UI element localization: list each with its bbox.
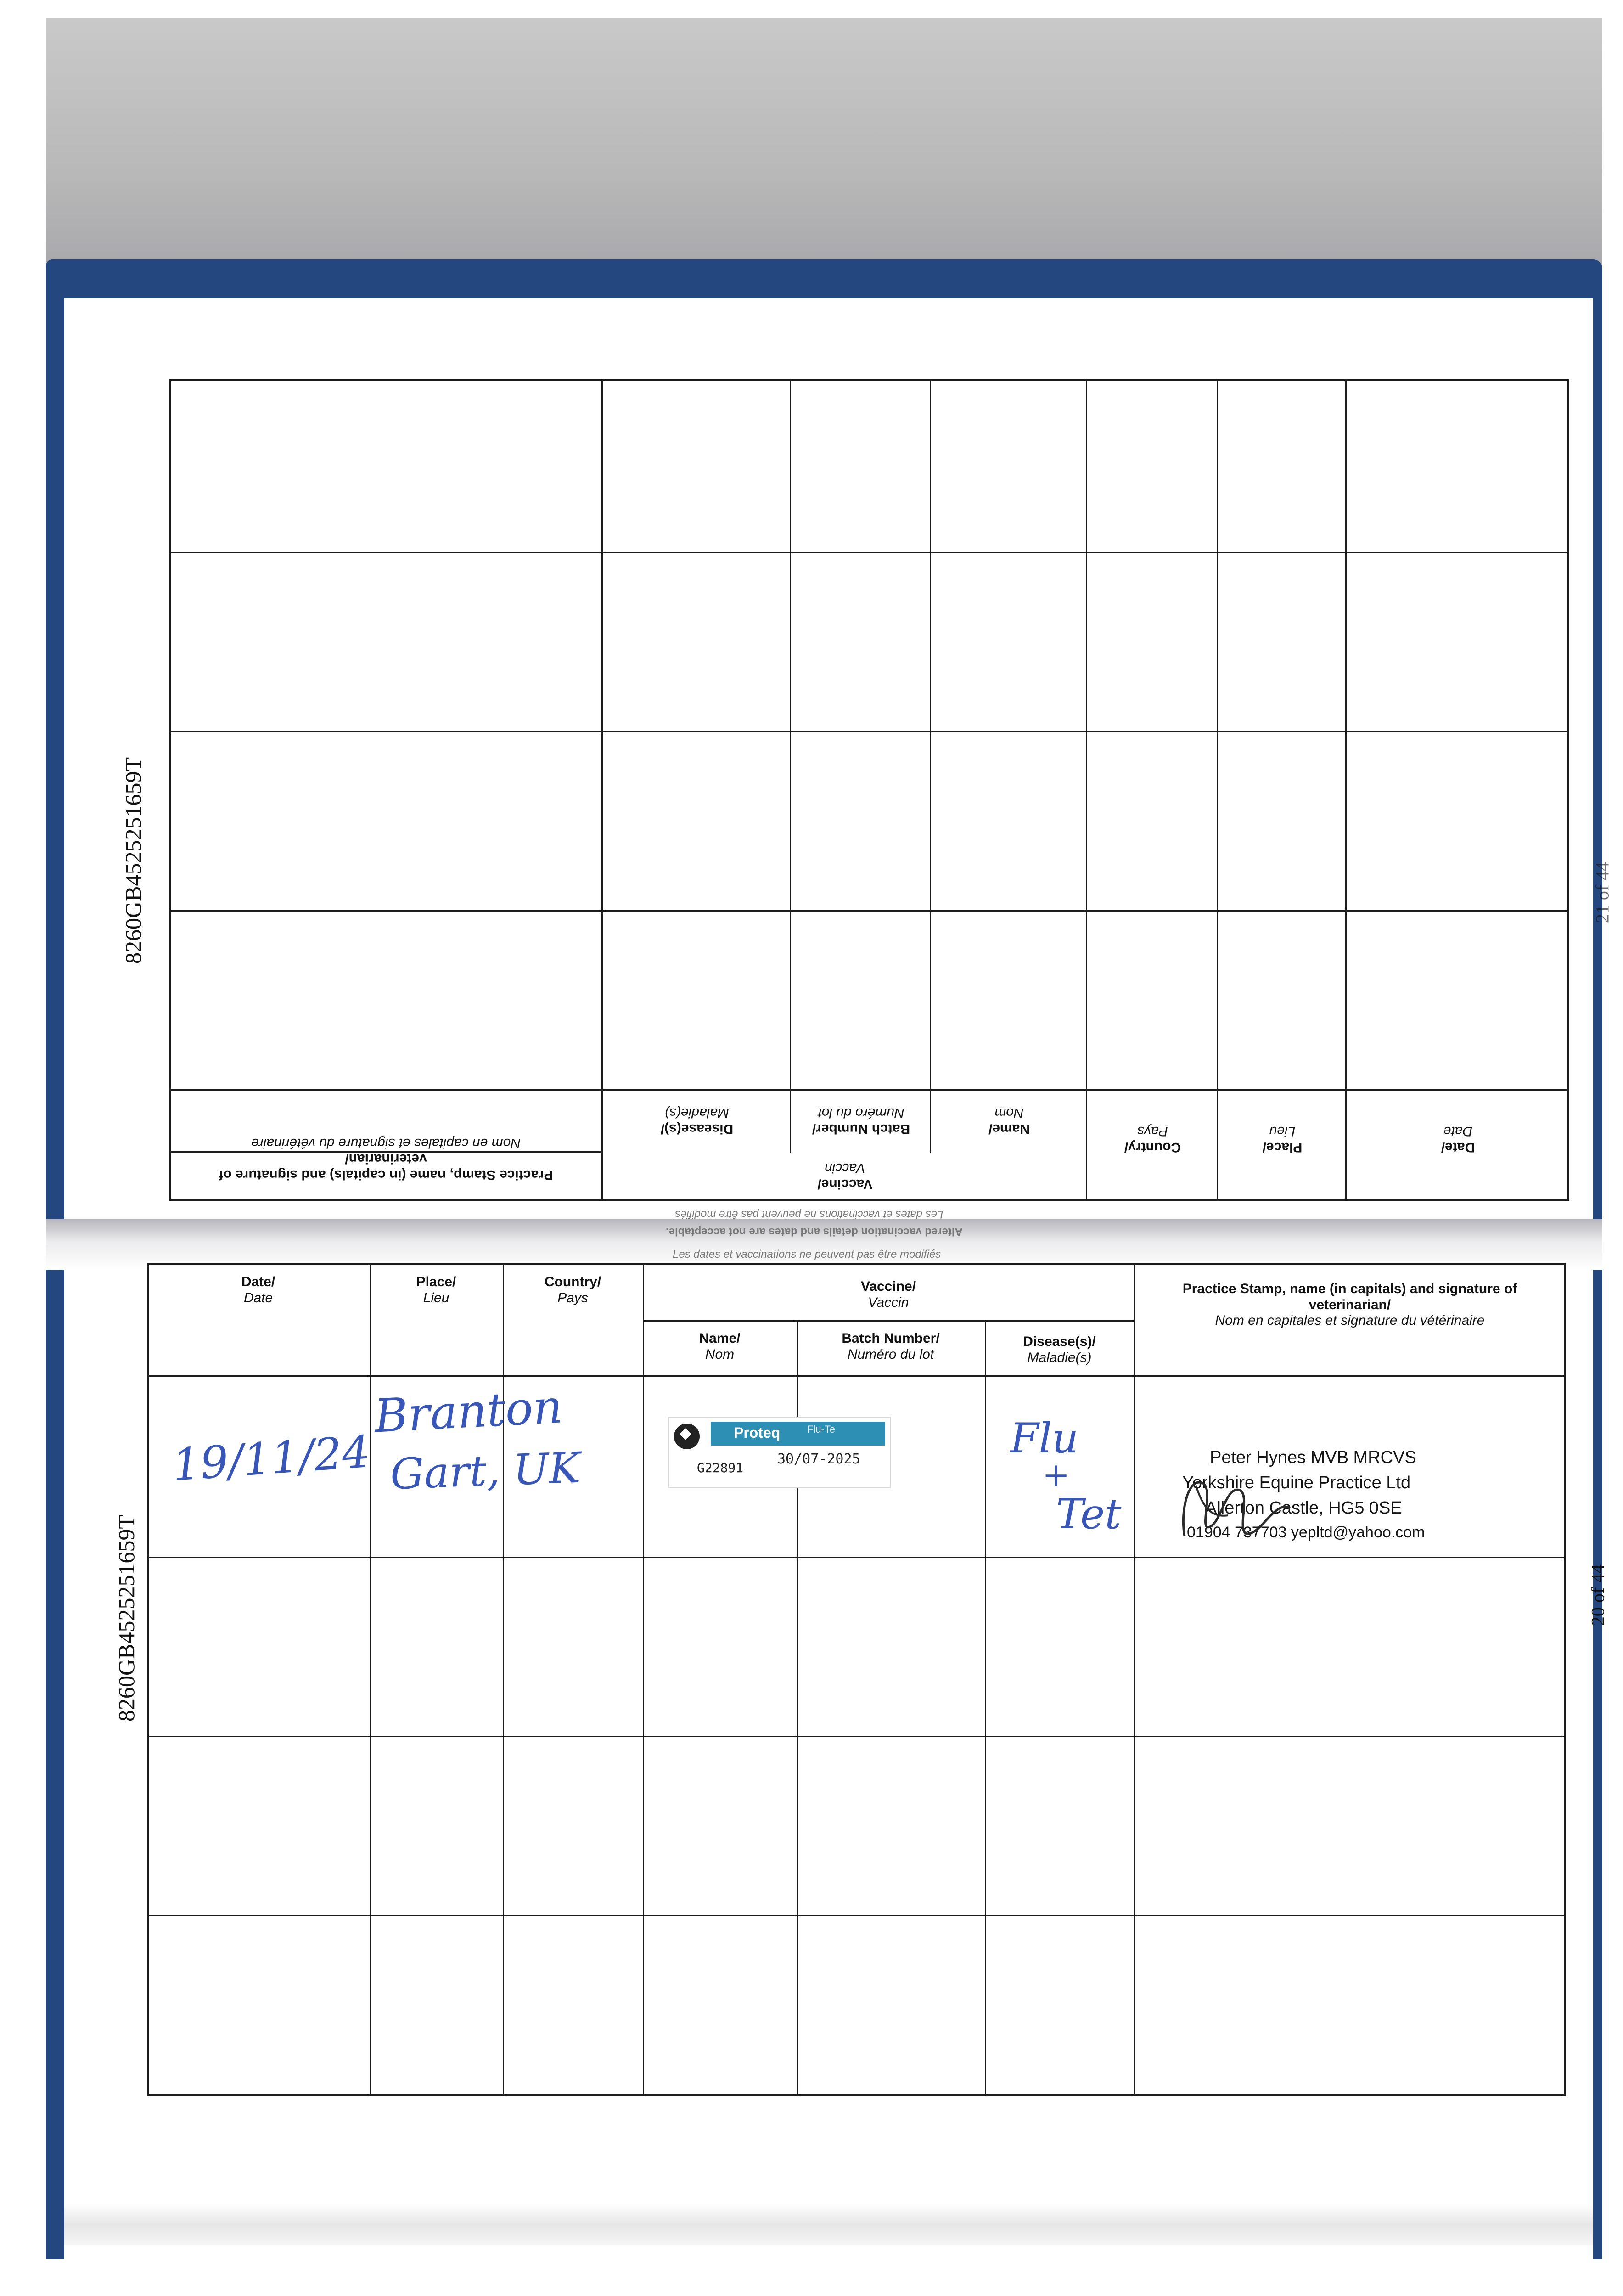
vaccination-table-lower (147, 1263, 1566, 2096)
practice-contact: 01904 737703 yepltd@yahoo.com (1187, 1524, 1425, 1541)
manufacturer-logo-icon (674, 1424, 700, 1449)
upper-header-place: Place/ Lieu (1262, 1124, 1303, 1155)
altered-notice-upper-en: Altered vaccination details and dates are not acceptable. (666, 1226, 963, 1238)
header-disease: Disease(s)/ Maladie(s) (1023, 1334, 1096, 1365)
upper-header-batch: Batch Number/ Numéro du lot (812, 1105, 910, 1137)
entry-disease-line3: Tet (1056, 1490, 1122, 1538)
passport-number-lower: 8260GB4525251659T (113, 1515, 139, 1722)
vet-signature-icon (1171, 1458, 1322, 1559)
header-date: Date/ Date (241, 1274, 275, 1306)
vaccine-expiry: 30/07-2025 (777, 1451, 860, 1467)
header-batch: Batch Number/ Numéro du lot (842, 1331, 940, 1362)
upper-header-date: Date/ Date (1441, 1124, 1475, 1155)
vaccination-table-upper (169, 379, 1569, 1201)
header-country: Country/ Pays (544, 1274, 601, 1306)
entry-disease-line1: Flu (1010, 1414, 1079, 1463)
practice-address: Allerton Castle, HG5 0SE (1205, 1498, 1402, 1518)
practice-name: Yorkshire Equine Practice Ltd (1182, 1473, 1411, 1492)
header-vaccine: Vaccine/ Vaccin (860, 1279, 916, 1310)
upper-header-country: Country/ Pays (1124, 1124, 1181, 1155)
page-bottom-edge (64, 2204, 1593, 2245)
practice-stamp (1171, 1449, 1520, 1554)
passport-number-upper: 8260GB4525251659T (120, 757, 146, 964)
vaccine-sub-brand: Flu-Te (807, 1424, 836, 1435)
altered-notice-lower-fr: Les dates et vaccinations ne peuvent pas être modifiés (673, 1248, 941, 1261)
upper-header-stamp: Practice Stamp, name (in capitals) and signature of veterinarian/ Nom en capitales et signature du vétérinaire (219, 1136, 553, 1182)
vaccine-sticker (668, 1417, 891, 1488)
vaccine-brand-band (711, 1422, 885, 1446)
vet-name: Peter Hynes MVB MRCVS (1210, 1448, 1416, 1467)
page-number-upper: 21 of 44 (1592, 861, 1613, 923)
entry-disease-line2: + (1042, 1456, 1070, 1494)
entry-place-line2: Gart, UK (389, 1443, 581, 1499)
scanner-background (46, 18, 1602, 266)
vaccine-brand: Proteq (734, 1424, 781, 1441)
upper-header-disease: Disease(s)/ Maladie(s) (660, 1105, 734, 1137)
header-name: Name/ Nom (699, 1331, 741, 1362)
header-stamp: Practice Stamp, name (in capitals) and signature of veterinarian/ Nom en capitales et signature du vétérinaire (1182, 1281, 1517, 1328)
header-place: Place/ Lieu (416, 1274, 456, 1306)
upper-header-name: Name/ Nom (988, 1105, 1030, 1137)
entry-place-line1: Branton (373, 1379, 564, 1443)
altered-notice-upper-fr: Les dates et vaccinations ne peuvent pas être modifiés (675, 1208, 943, 1221)
page-number-lower: 20 of 44 (1587, 1564, 1608, 1626)
entry-date: 19/11/24 (170, 1426, 372, 1491)
upper-header-vaccine: Vaccine/ Vaccin (817, 1160, 873, 1192)
vaccine-batch-number: G22891 (697, 1460, 744, 1475)
